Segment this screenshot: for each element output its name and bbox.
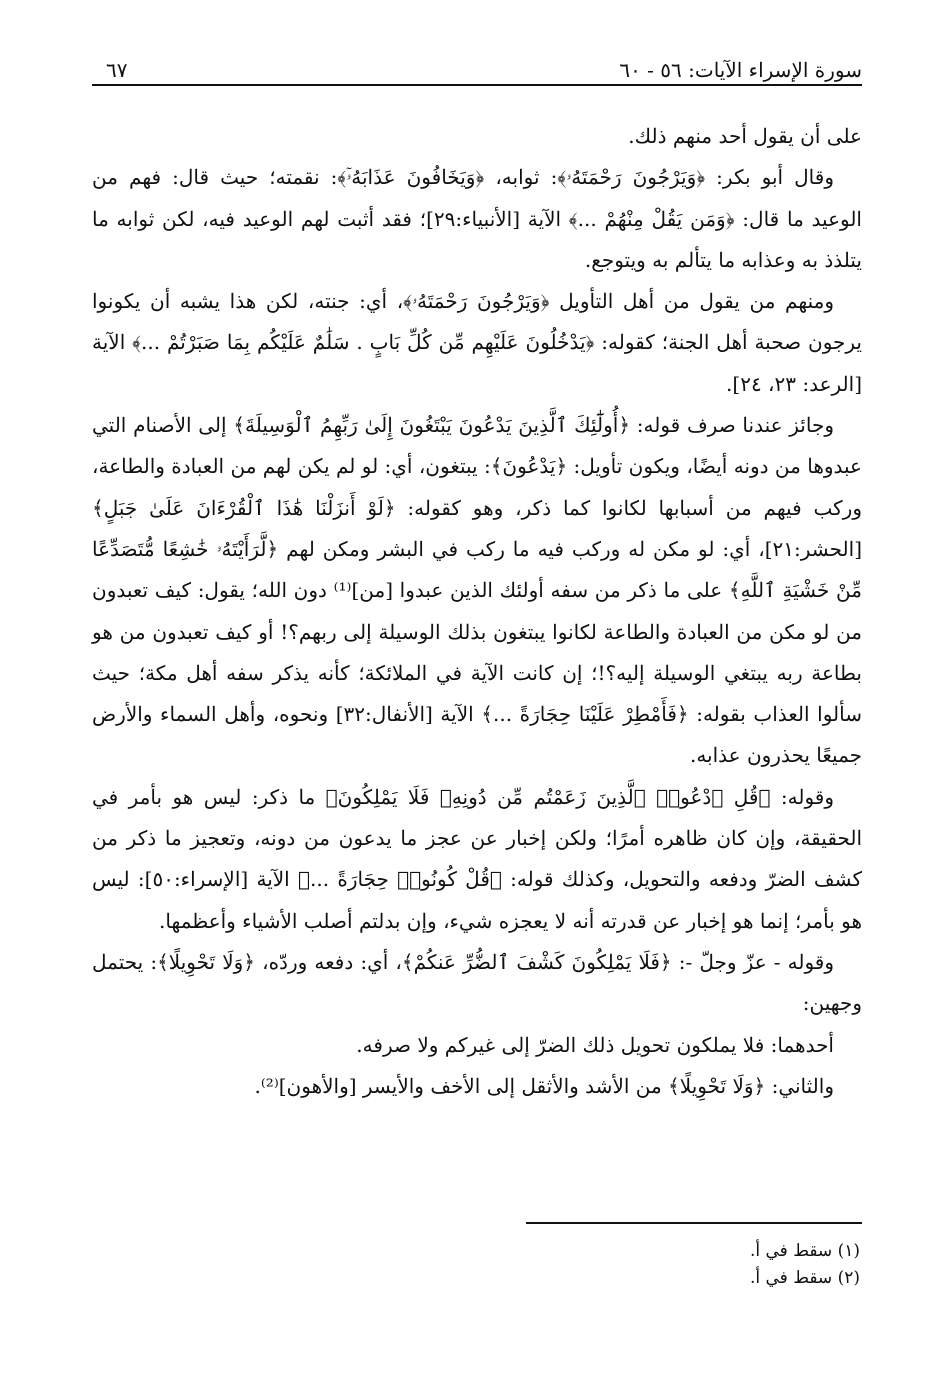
book-page: [92, 40, 862, 1360]
running-title: سورة الإسراء الآيات: ٥٦ - ٦٠: [619, 58, 862, 82]
paragraph: وجائز عندنا صرف قوله: ﴿أُولَٰٓئِكَ ٱلَّذِينَ يَدْعُونَ يَبْتَغُونَ إِلَىٰ رَبِّهِمُ ٱلْوَسِيلَةَ﴾ إلى الأصنام التي عبدوها من دونه أيضًا، ويكون تأويل: ﴿يَدْعُونَ﴾: يبتغون، أي: لو لم يكن لهم من العبادة والطاعة، وركب فيهم من أسبابها لكانوا كما ذكر، وهو كقوله: ﴿لَوْ أَنزَلْنَا هَٰذَا ٱلْقُرْءَانَ عَلَىٰ جَبَلٍ﴾ [الحشر:٢١]، أي: لو مكن له وركب فيه ما ركب في البشر ومكن لهم ﴿لَّرَأَيْتَهُۥ خَٰشِعًا مُّتَصَدِّعًا مِّنْ خَشْيَةِ ٱللَّهِ﴾ على ما ذكر من سفه أولئك الذين عبدوا [من]⁽¹⁾ دون الله؛ يقول: كيف تعبدون من لو مكن من العبادة والطاعة لكانوا يبتغون بذلك الوسيلة إلى ربهم؟! أو كيف تعبدون من هو بطاعة ربه يبتغي الوسيلة إليه؟!؛ إن كانت الآية في الملائكة؛ كأنه يذكر سفه أهل مكة؛ حيث سألوا العذاب بقوله: ﴿فَأَمْطِرْ عَلَيْنَا حِجَارَةً ...﴾ الآية [الأنفال:٣٢] ونحوه، وأهل السماء والأرض جميعًا يحذرون عذابه.: [92, 413, 862, 768]
footnote-divider: [526, 1222, 862, 1224]
footnotes: [92, 1222, 862, 1292]
footnote: (١) سقط في أ.: [749, 1241, 860, 1261]
paragraph: وقال أبو بكر: ﴿وَيَرْجُونَ رَحْمَتَهُۥ﴾: ثوابه، ﴿وَيَخَافُونَ عَذَابَهُۥٓ﴾: نقمته؛ حيث قال: فهم من الوعيد ما قال: ﴿وَمَن يَقُلْ مِنْهُمْ ...﴾ الآية [الأنبياء:٢٩]؛ فقد أثبت لهم الوعيد فيه، لكن ثوابه ما يتلذذ به وعذابه ما يتألم به ويتوجع.: [92, 165, 862, 272]
page-header: [92, 40, 862, 86]
page-number: ٦٧: [106, 58, 128, 82]
paragraph: على أن يقول أحد منهم ذلك.: [628, 124, 862, 148]
paragraph: أحدهما: فلا يملكون تحويل ذلك الضرّ إلى غيركم ولا صرفه.: [356, 1032, 834, 1057]
paragraph: وقوله: ﴿قُلِ ٱدْعُوا۟ ٱلَّذِينَ زَعَمْتُم مِّن دُونِهِۦ فَلَا يَمْلِكُونَ﴾ ما ذكر: ليس هو بأمر في الحقيقة، وإن كان ظاهره أمرًا؛ ولكن إخبار عن عجز ما يدعون من دونه، وتعجيز ما ذكر من كشف الضرّ ودفعه والتحويل، وكذلك قوله: ﴿قُلْ كُونُوا۟ حِجَارَةً ...﴾ الآية [الإسراء:٥٠]: ليس هو بأمر؛ إنما هو إخبار عن قدرته أنه لا يعجزه شيء، وإن بدلتم أصلب الأشياء وأعظمها.: [92, 784, 862, 933]
paragraph: ومنهم من يقول من أهل التأويل ﴿وَيَرْجُونَ رَحْمَتَهُۥ﴾، أي: جنته، لكن هذا يشبه أن يكونوا يرجون صحبة أهل الجنة؛ كقوله: ﴿يَدْخُلُونَ عَلَيْهِم مِّن كُلِّ بَابٍ . سَلَٰمٌ عَلَيْكُم بِمَا صَبَرْتُمْ ...﴾ الآية [الرعد: ٢٣، ٢٤].: [92, 289, 862, 396]
main-text: [92, 116, 862, 1107]
paragraph: والثاني: ﴿وَلَا تَحْوِيلًا﴾ من الأشد والأثقل إلى الأخف والأيسر [والأهون]⁽²⁾.: [254, 1073, 834, 1098]
footnote: (٢) سقط في أ.: [749, 1268, 860, 1288]
paragraph: وقوله - عزّ وجلّ -: ﴿فَلَا يَمْلِكُونَ كَشْفَ ٱلضُّرِّ عَنكُمْ﴾، أي: دفعه وردّه، ﴿وَلَا تَحْوِيلًا﴾: يحتمل وجهين:: [92, 949, 862, 1016]
